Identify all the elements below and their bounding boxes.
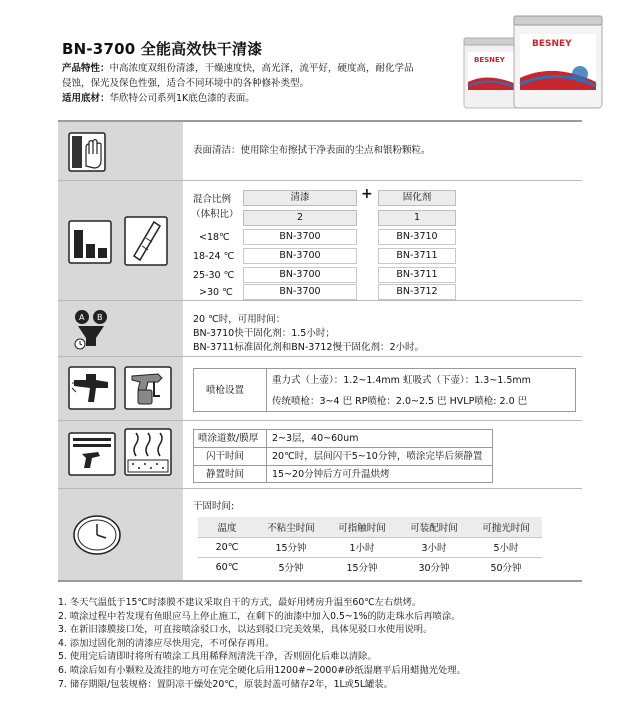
coats-value: 2~3层，40~60um: [272, 433, 359, 444]
row-divider: [58, 488, 582, 489]
temp-cell: >30 ℃: [199, 287, 233, 298]
drying-cell: 15分钟: [326, 557, 398, 577]
product-intro: [62, 61, 422, 106]
row-divider: [58, 420, 582, 421]
drying-cell: 15分钟: [256, 537, 326, 557]
potlife-line-3: BN-3711标准固化剂和BN-3712慢干固化剂：2小时。: [193, 342, 425, 353]
drying-header-cell: 可装配时间: [398, 517, 470, 537]
note-item: 5. 使用完后请即时将所有喷涂工具用稀释剂清洗干净，否则固化后难以清除。: [58, 651, 377, 663]
hardener-cell: BN-3711: [378, 267, 456, 283]
coats-label: 喷涂道数/膜厚: [198, 433, 259, 444]
gravity-spray-gun-icon: [68, 366, 116, 410]
spray-box-divider: [266, 368, 267, 412]
features-text: 中高浓度双组份清漆，干燥速度快，高光泽，流平好，硬度高，耐化学品侵蚀，保光及保色性强，适合不同环境中的各种修补类型。: [62, 63, 414, 89]
drying-cell: 3小时: [398, 537, 470, 557]
mixing-ratio-bars-icon: [68, 220, 112, 264]
drying-cell: 50分钟: [470, 557, 542, 577]
hardener-header: 固化剂: [378, 190, 456, 206]
temp-cell: 18-24 ℃: [193, 251, 235, 262]
drying-header-cell: 可抛光时间: [470, 517, 542, 537]
row-divider: [58, 300, 582, 301]
page-title: BN-3700 全能高效快干清漆: [62, 40, 263, 58]
plus-sign: +: [361, 186, 373, 202]
clear-header: 清漆: [243, 190, 357, 206]
drying-title: 干固时间:: [193, 501, 235, 512]
drying-cell: 1小时: [326, 537, 398, 557]
spray-coats-icon: [68, 432, 116, 476]
hardener-ratio: 1: [378, 210, 456, 226]
coats-row-divider: [193, 447, 493, 448]
clear-cell: BN-3700: [243, 248, 357, 264]
clock-icon: [72, 514, 122, 556]
drying-row: [198, 537, 542, 557]
substrate-label: 适用底材：: [62, 93, 110, 104]
small-can-brand: BESNEY: [474, 56, 505, 64]
hardener-cell: BN-3711: [378, 248, 456, 264]
spray-line-1: 重力式（上壶）：1.2~1.4mm 虹吸式（下壶）：1.3~1.5mm: [272, 375, 531, 386]
clear-cell: BN-3700: [243, 284, 357, 300]
drying-header-cell: 温度: [198, 517, 256, 537]
ratio-label: 混合比例: [193, 194, 232, 205]
row-divider: [58, 180, 582, 181]
ratio-sublabel: （体积比）: [191, 209, 239, 220]
temp-cell: <18℃: [199, 232, 230, 243]
drying-header-cell: 不粘尘时间: [256, 517, 326, 537]
rest-label: 静置时间: [206, 469, 245, 480]
spray-line-2: 传统喷枪：3~4 巴 RP喷枪：2.0~2.5 巴 HVLP喷枪: 2.0 巴: [272, 396, 528, 407]
hardener-cell: BN-3710: [378, 229, 456, 245]
big-can-brand: BESNEY: [532, 39, 572, 49]
svg-text:B: B: [97, 313, 103, 322]
coats-box-divider: [266, 429, 267, 483]
note-item: 2. 喷涂过程中若发现有鱼眼应马上停止施工，在剩下的油漆中加入0.5~1%的防走珠水后再喷涂。: [58, 610, 461, 622]
drying-row: [198, 557, 542, 577]
temp-cell: 25-30 ℃: [193, 270, 235, 281]
drying-table: [198, 517, 542, 577]
drying-cell: 5小时: [470, 537, 542, 557]
substrate-text: 华欣特公司系列1K底色漆的表面。: [109, 93, 255, 104]
cleaning-hand-icon: [68, 132, 106, 172]
drying-header-cell: 可指触时间: [326, 517, 398, 537]
potlife-line-1: 20 ℃时，可用时间：: [193, 314, 286, 325]
features-label: 产品特性：: [62, 63, 110, 74]
sheet-top-line: [58, 120, 582, 122]
pot-life-icon: [72, 308, 110, 350]
clear-cell: BN-3700: [243, 267, 357, 283]
drying-cell: 20℃: [198, 537, 256, 557]
icon-column: [58, 120, 183, 582]
coats-row-divider: [193, 465, 493, 466]
clear-ratio: 2: [243, 210, 357, 226]
drying-cell: 30分钟: [398, 557, 470, 577]
usage-notes: [58, 596, 598, 691]
row-divider: [58, 356, 582, 357]
process-sheet: [58, 120, 582, 582]
stir-stick-icon: [124, 216, 168, 266]
flash-value: 20℃时，层间闪干5~10分钟，喷涂完毕后须静置: [272, 451, 483, 462]
flash-off-icon: [124, 428, 172, 476]
sheet-bottom-line: [58, 580, 582, 582]
drying-cell: 60℃: [198, 557, 256, 577]
suction-spray-gun-icon: [124, 366, 172, 410]
note-item: 6. 喷涂后如有小颗粒及流挂的地方可在完全硬化后用1200#~2000#砂纸湿磨平后用蜡抛光处理。: [58, 664, 466, 676]
potlife-line-2: BN-3710快干固化剂：1.5小时；: [193, 328, 335, 339]
drying-cell: 5分钟: [256, 557, 326, 577]
hardener-cell: BN-3712: [378, 284, 456, 300]
svg-text:A: A: [79, 313, 85, 322]
flash-label: 闪干时间: [206, 451, 245, 462]
note-item: 3. 在新旧漆膜接口处，可直接喷涂驳口水，以达到驳口完美效果，具体见驳口水使用说明。: [58, 624, 433, 636]
clear-cell: BN-3700: [243, 229, 357, 245]
note-item: 1. 冬天气温低于15℃时漆膜不建议采取自干的方式，最好用烤房升温至60℃左右烘烤。: [58, 597, 422, 608]
cleaning-text: 表面清洁：使用除尘布擦拭干净表面的尘点和银粉颗粒。: [193, 145, 431, 156]
note-item: 7. 储存期限/包装规格：置阴凉干燥处20℃，原装封盖可储存2年，1L或5L罐装。: [58, 678, 393, 690]
rest-value: 15~20分钟后方可升温烘烤: [272, 469, 390, 480]
product-cans-image: [458, 12, 606, 112]
note-item: 4. 添加过固化剂的清漆应尽快用完，不可保存再用。: [58, 637, 275, 649]
spray-label: 喷枪设置: [206, 385, 245, 396]
